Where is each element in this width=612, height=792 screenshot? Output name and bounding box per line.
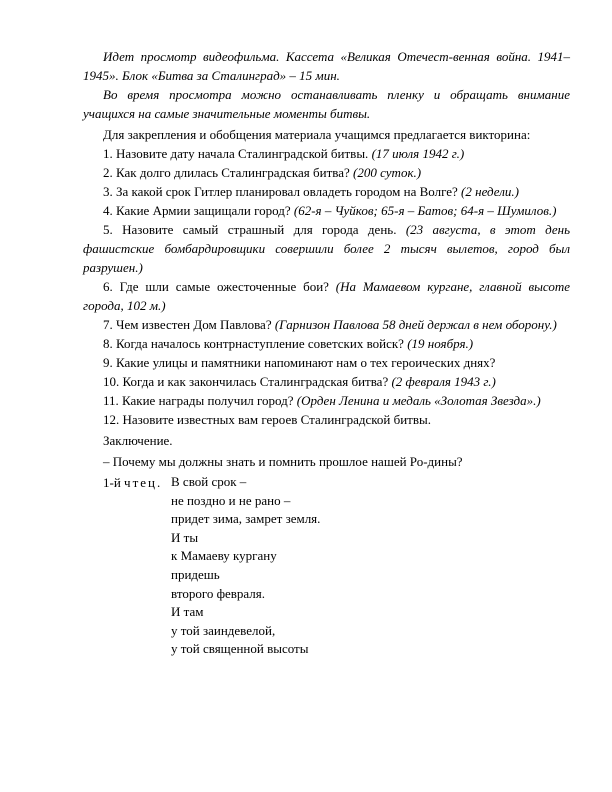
quiz-answer: (62-я – Чуйков; 65-я – Батов; 64-я – Шумилов.) — [293, 203, 557, 218]
quiz-question: 1. Назовите дату начала Сталинградской битвы. — [103, 146, 372, 161]
conclusion-heading: Заключение. — [103, 433, 173, 448]
quiz-item — [83, 334, 570, 353]
document-page — [83, 47, 570, 659]
quiz-item — [83, 372, 570, 391]
quiz-answer: (200 суток.) — [353, 165, 422, 180]
poem-speaker — [83, 473, 171, 492]
quiz-answer: (23 августа, в этот день фашистские бомбардировщики совершили более 2 тысяч вылетов, город был разрушен.) — [83, 222, 571, 275]
film-paragraph: Идет просмотр видеофильма. Кассета «Великая Отечест-венная война. 1941–1945». Блок «Битва за Сталинград» – 15 мин. — [83, 49, 570, 83]
quiz-answer: (2 недели.) — [461, 184, 519, 199]
quiz-item — [83, 163, 570, 182]
quiz-item — [83, 410, 570, 429]
quiz-item — [83, 201, 570, 220]
poem-line: придешь — [171, 566, 220, 582]
quiz-answer: (17 июля 1942 г.) — [371, 146, 465, 161]
speaker-role: чтец — [124, 475, 157, 490]
poem-line: у той заиндевелой, — [171, 622, 276, 638]
quiz-item — [83, 315, 570, 334]
quiz-answer: (19 ноября.) — [407, 336, 474, 351]
speaker-number: 1-й — [103, 475, 125, 490]
poem-line: В свой срок – — [171, 474, 247, 489]
quiz-item — [83, 391, 570, 410]
poem-line: И там — [171, 604, 204, 620]
quiz-item — [83, 277, 570, 315]
poem-line: второго февраля. — [171, 585, 266, 601]
quiz-lead: Для закрепления и обобщения материала учащимся предлагается викторина: — [103, 127, 531, 142]
quiz-question: 8. Когда началось контрнаступление советских войск? — [103, 336, 408, 351]
viewing-note-paragraph: Во время просмотра можно останавливать пленку и обращать внимание учащихся на самые значительные моменты битвы. — [83, 87, 570, 121]
quiz-answer: (Гарнизон Павлова 58 дней держал в нем оборону.) — [274, 317, 557, 332]
quiz-answer: (Орден Ленина и медаль «Золотая Звезда».) — [296, 393, 541, 408]
conclusion-question: – Почему мы должны знать и помнить прошлое нашей Ро-дины? — [103, 454, 463, 469]
quiz-question: 9. Какие улицы и памятники напоминают нам о тех героических днях? — [103, 355, 496, 370]
quiz-question: 4. Какие Армии защищали город? — [103, 203, 294, 218]
quiz-question: 5. Назовите самый страшный для города день. — [103, 222, 406, 237]
speaker-punctuation: . — [157, 475, 161, 490]
quiz-item — [83, 144, 570, 163]
quiz-item — [83, 220, 570, 277]
poem-block — [83, 473, 570, 659]
quiz-answer: (На Мамаевом кургане, главной высоте города, 102 м.) — [83, 279, 570, 313]
poem-line: придет зима, замрет земля. — [171, 511, 321, 527]
quiz-question: 12. Назовите известных вам героев Сталинградской битвы. — [103, 412, 431, 427]
poem-line: не поздно и не рано – — [171, 492, 291, 508]
quiz-item — [83, 182, 570, 201]
quiz-question: 3. За какой срок Гитлер планировал овладеть городом на Волге? — [103, 184, 462, 199]
poem-verse — [171, 473, 570, 659]
quiz-question: 10. Когда и как закончилась Сталинградская битва? — [103, 374, 392, 389]
poem-line: к Мамаеву кургану — [171, 548, 277, 564]
quiz-question: 2. Как долго длилась Сталинградская битва? — [103, 165, 354, 180]
quiz-question: 7. Чем известен Дом Павлова? — [103, 317, 275, 332]
quiz-question: 6. Где шли самые ожесточенные бои? — [103, 279, 336, 294]
quiz-question: 11. Какие награды получил город? — [103, 393, 297, 408]
poem-line: у той священной высоты — [171, 641, 309, 657]
quiz-list — [83, 144, 570, 429]
poem-line: И ты — [171, 529, 199, 545]
quiz-item — [83, 353, 570, 372]
quiz-answer: (2 февраля 1943 г.) — [391, 374, 496, 389]
